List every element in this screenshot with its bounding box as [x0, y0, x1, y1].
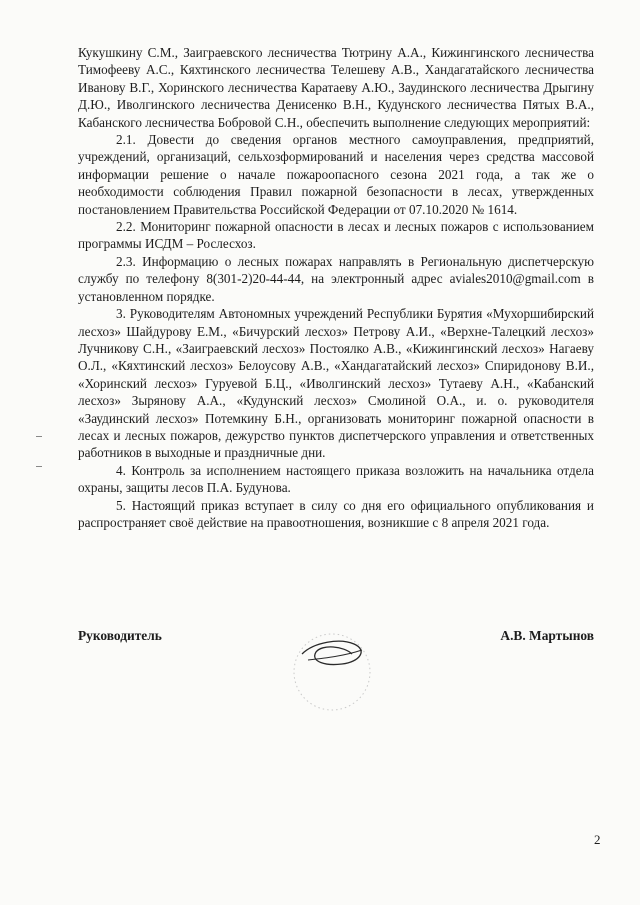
signer-name: А.В. Мартынов [500, 628, 594, 643]
paragraph-4: 4. Контроль за исполнением настоящего приказа возложить на начальника отдела охраны, защиты лесов П.А. Будунова. [78, 462, 594, 496]
document-body [78, 44, 594, 531]
paragraph-2-1: 2.1. Довести до сведения органов местного самоуправления, предприятий, учреждений, организаций, сельхозформирований и населения через средства массовой информации решение о начале пожароопасного сезона 2021 года, а так же о необходимости соблюдения Правил пожарной безопасности в лесах, утвержденных постановлением Правительства Российской Федерации от 07.10.2020 № 1614. [78, 132, 594, 217]
handwritten-signature [282, 614, 382, 714]
page-number: 2 [594, 832, 601, 847]
margin-mark [36, 466, 42, 467]
paragraph-continuation: Кукушкину С.М., Заиграевского лесничества Тютрину А.А., Кижингинского лесничества Тимофееву А.С., Кяхтинского лесничества Телешеву А.В., Хандагатайского лесничества Иванову В.Г., Хоринского лесничества Каратаеву А.Ю., Заудинского лесничества Дрыгину Д.Ю., Иволгинского лесничества Денисенко В.Н., Кудунского лесничества Пятых В.А., Кабанского лесничества Бобровой С.Н., обеспечить выполнение следующих мероприятий: [78, 45, 594, 130]
margin-mark [36, 436, 42, 437]
signer-title: Руководитель [78, 628, 162, 643]
paragraph-5: 5. Настоящий приказ вступает в силу со дня его официального опубликования и распространяет своё действие на правоотношения, возникшие с 8 апреля 2021 года. [78, 497, 594, 530]
paragraph-2-3: 2.3. Информацию о лесных пожарах направлять в Региональную диспетчерскую службу по телефону 8(301-2)20-44-44, на электронный адрес aviales2010@gmail.com в установленном порядке. [78, 253, 594, 304]
paragraph-2-2: 2.2. Мониторинг пожарной опасности в лесах и лесных пожаров с использованием программы ИСДМ – Рослесхоз. [78, 219, 594, 252]
paragraph-3: 3. Руководителям Автономных учреждений Республики Бурятия «Мухоршибирский лесхоз» Шайдурову Е.М., «Бичурский лесхоз» Петрову А.И., «Верхне-Талецкий лесхоз» Лучникову С.Н., «Заиграевский лесхоз» Постоялко А.В., «Кижингинский лесхоз» Нагаеву О.Л., «Кяхтинский лесхоз» Белоусову А.В., «Хандагатайский лесхоз» Спиридонову В.И., «Хоринский лесхоз» Гуруевой Б.Ц., «Иволгинский лесхоз» Тутаеву А.Н., «Кабанский лесхоз» Зырянову А.А., «Кудунский лесхоз» Смолиной О.А., и. о. руководителя «Заудинский лесхоз» Потемкину Б.Н., организовать мониторинг пожарной опасности в лесах и лесных пожаров, дежурство пунктов диспетчерского управления и ответственных работников в выходные и праздничные дни. [78, 306, 594, 461]
